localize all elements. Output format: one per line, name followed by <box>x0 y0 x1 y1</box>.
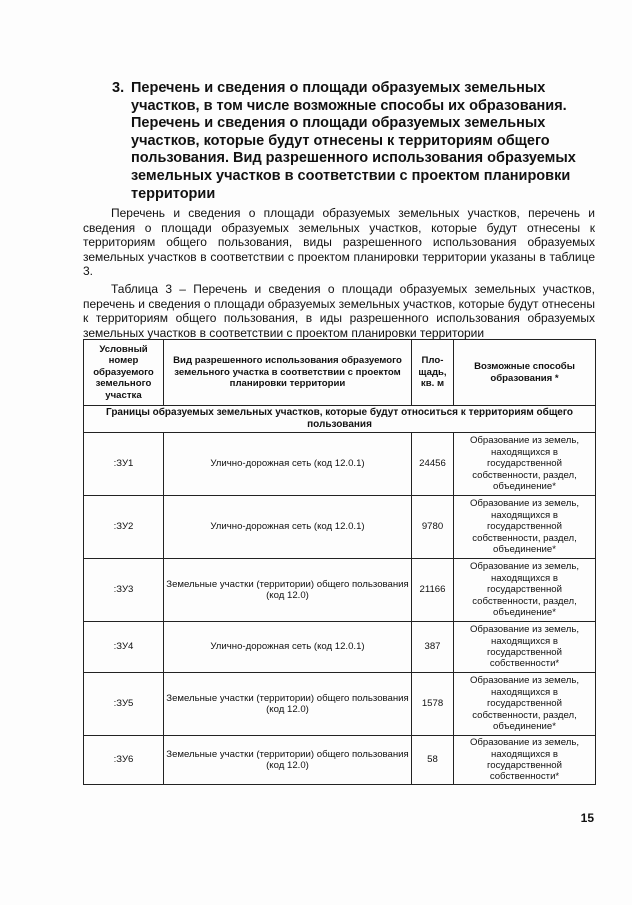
section-number: 3. <box>112 80 125 96</box>
page-number: 15 <box>580 811 594 825</box>
section-row-label: Границы образуемых земельных участков, которые будут относиться к территориям общего пользования <box>84 406 596 433</box>
cell-use-type: Улично-дорожная сеть (код 12.0.1) <box>164 433 412 496</box>
header-id: Условный номер образуемого земельного участка <box>84 340 164 406</box>
cell-use-type: Земельные участки (территории) общего пользования (код 12.0) <box>164 736 412 785</box>
header-use-type: Вид разрешенного использования образуемого земельного участка в соответствии с проектом планировки территории <box>164 340 412 406</box>
table-row <box>84 736 596 785</box>
cell-method: Образование из земель, находящихся в государственной собственности* <box>454 736 596 785</box>
intro-paragraph: Перечень и сведения о площади образуемых земельных участков, перечень и сведения о площади образуемых земельных участков, которые будут отнесены к территориям общего пользования, виды разрешенного использования образуемых земельных участков в соответствии с проектом планировки территории указаны в таблице 3. <box>83 206 595 279</box>
cell-method: Образование из земель, находящихся в государственной собственности, раздел, объединение* <box>454 433 596 496</box>
cell-id: :ЗУ4 <box>84 622 164 673</box>
table-row <box>84 496 596 559</box>
cell-method: Образование из земель, находящихся в государственной собственности, раздел, объединение* <box>454 559 596 622</box>
table-row <box>84 433 596 496</box>
land-plots-table <box>83 339 596 785</box>
section-title: Перечень и сведения о площади образуемых земельных участков, в том числе возможные способы их образования. Перечень и сведения о площади образуемых земельных участков, которые будут отнесены к территориям общего пользования. Вид разрешенного использования образуемых земельных участков в соответствии с проектом планировки территории <box>131 80 576 202</box>
cell-use-type: Земельные участки (территории) общего пользования (код 12.0) <box>164 559 412 622</box>
cell-id: :ЗУ6 <box>84 736 164 785</box>
table-section-row <box>84 406 596 433</box>
header-area: Пло-щадь, кв. м <box>412 340 454 406</box>
cell-method: Образование из земель, находящихся в государственной собственности, раздел, объединение* <box>454 673 596 736</box>
cell-use-type: Земельные участки (территории) общего пользования (код 12.0) <box>164 673 412 736</box>
cell-id: :ЗУ3 <box>84 559 164 622</box>
table-header-row <box>84 340 596 406</box>
cell-use-type: Улично-дорожная сеть (код 12.0.1) <box>164 496 412 559</box>
cell-area: 24456 <box>412 433 454 496</box>
cell-area: 21166 <box>412 559 454 622</box>
section-heading <box>112 80 592 203</box>
cell-method: Образование из земель, находящихся в государственной собственности, раздел, объединение* <box>454 496 596 559</box>
table-row <box>84 622 596 673</box>
cell-id: :ЗУ1 <box>84 433 164 496</box>
cell-area: 58 <box>412 736 454 785</box>
table-row <box>84 559 596 622</box>
header-method: Возможные способы образования * <box>454 340 596 406</box>
cell-area: 9780 <box>412 496 454 559</box>
cell-id: :ЗУ5 <box>84 673 164 736</box>
table-row <box>84 673 596 736</box>
cell-id: :ЗУ2 <box>84 496 164 559</box>
cell-use-type: Улично-дорожная сеть (код 12.0.1) <box>164 622 412 673</box>
cell-area: 387 <box>412 622 454 673</box>
cell-area: 1578 <box>412 673 454 736</box>
cell-method: Образование из земель, находящихся в государственной собственности* <box>454 622 596 673</box>
table-caption: Таблица 3 – Перечень и сведения о площади образуемых земельных участков, перечень и сведения о площади образуемых земельных участков, которые будут отнесены к территориям общего пользования, в иды разрешенного использования образуемых земельных участков в соответствии с проектом планировки территории <box>83 282 595 340</box>
